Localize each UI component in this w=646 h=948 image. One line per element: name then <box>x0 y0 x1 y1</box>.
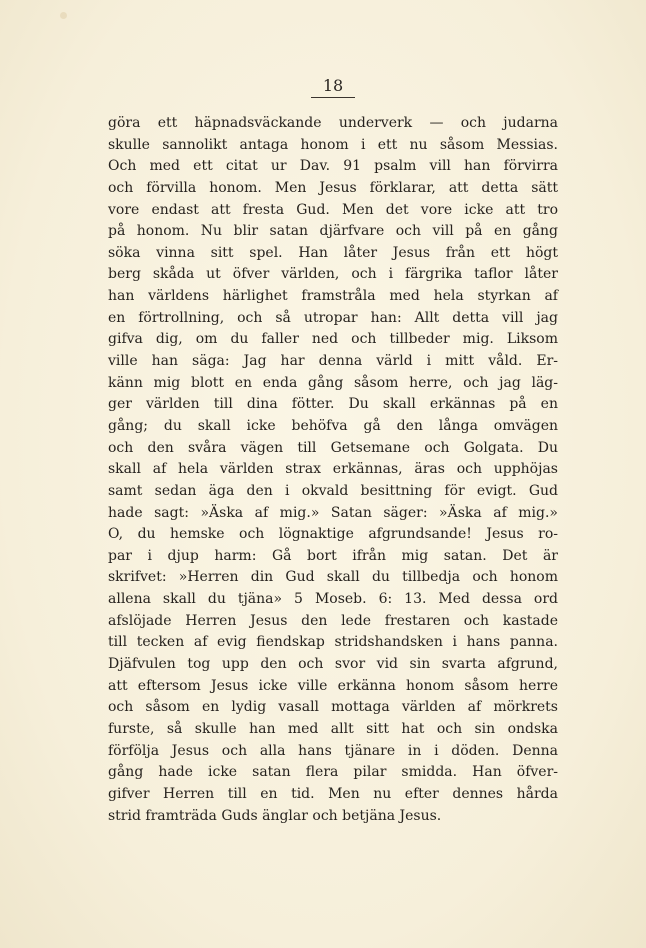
text-line: skulle sannolikt antaga honom i ett nu såsom Messias. <box>108 136 558 153</box>
text-line: ger världen till dina fötter. Du skall erkännas på en <box>108 396 558 413</box>
text-line: göra ett häpnadsväckande underverk — och judarna <box>108 115 558 131</box>
text-line: Djäfvulen tog upp den och svor vid sin svarta afgrund, <box>108 656 558 673</box>
text-line: hade sagt: »Äska af mig.» Satan säger: »Äska af mig.» <box>108 504 558 521</box>
text-line: skall af hela världen strax erkännas, äras och upphöjas <box>108 461 558 478</box>
text-line: strid framträda Guds änglar och betjäna Jesus. <box>108 807 442 824</box>
text-line: på honom. Nu blir satan djärfvare och vill på en gång <box>108 223 558 240</box>
text-line: par i djup harm: Gå bort ifrån mig satan. Det är <box>108 547 558 564</box>
page-number: 18 <box>322 76 344 95</box>
text-line: vore endast att fresta Gud. Men det vore icke att tro <box>108 201 558 218</box>
paper-stain <box>60 12 67 19</box>
text-line: O, du hemske och lögnaktige afgrundsande! Jesus ro- <box>108 526 558 543</box>
text-line: allena skall du tjäna» 5 Moseb. 6: 13. Med dessa ord <box>108 591 558 608</box>
text-line: och förvilla honom. Men Jesus förklarar, att detta sätt <box>108 179 558 196</box>
text-line: och den svåra vägen till Getsemane och Golgata. Du <box>108 439 558 456</box>
page-number-rule <box>311 97 355 98</box>
text-line: förfölja Jesus och alla hans tjänare in i döden. Denna <box>108 742 558 759</box>
text-line: gång hade icke satan flera pilar smidda. Han öfver- <box>108 764 558 781</box>
text-line: afslöjade Herren Jesus den lede frestaren och kastade <box>108 612 558 629</box>
body-text <box>108 113 558 827</box>
text-line: till tecken af evig fiendskap stridshandsken i hans panna. <box>108 634 558 651</box>
text-line: ville han säga: Jag har denna värld i mitt våld. Er- <box>108 353 558 370</box>
text-line: Och med ett citat ur Dav. 91 psalm vill han förvirra <box>108 158 558 175</box>
text-line: gång; du skall icke behöfva gå den långa omvägen <box>108 417 558 434</box>
text-line: att eftersom Jesus icke ville erkänna honom såsom herre <box>108 677 558 694</box>
text-line: söka vinna sitt spel. Han låter Jesus från ett högt <box>108 244 558 261</box>
text-line: och såsom en lydig vasall mottaga världen af mörkrets <box>108 699 558 716</box>
text-line: gifva dig, om du faller ned och tillbeder mig. Liksom <box>108 331 558 348</box>
text-line: en förtrollning, och så utropar han: Allt detta vill jag <box>108 309 558 326</box>
text-line: gifver Herren till en tid. Men nu efter dennes hårda <box>108 785 558 802</box>
text-line: samt sedan äga den i okvald besittning för evigt. Gud <box>108 482 558 499</box>
text-line: känn mig blott en enda gång såsom herre, och jag läg- <box>108 374 558 391</box>
text-line: skrifvet: »Herren din Gud skall du tillbedja och honom <box>108 569 558 586</box>
text-line: han världens härlighet framstråla med hela styrkan af <box>108 288 558 305</box>
text-line: furste, så skulle han med allt sitt hat och sin ondska <box>108 720 558 737</box>
text-line: berg skåda ut öfver världen, och i färgrika taflor låter <box>108 266 558 283</box>
